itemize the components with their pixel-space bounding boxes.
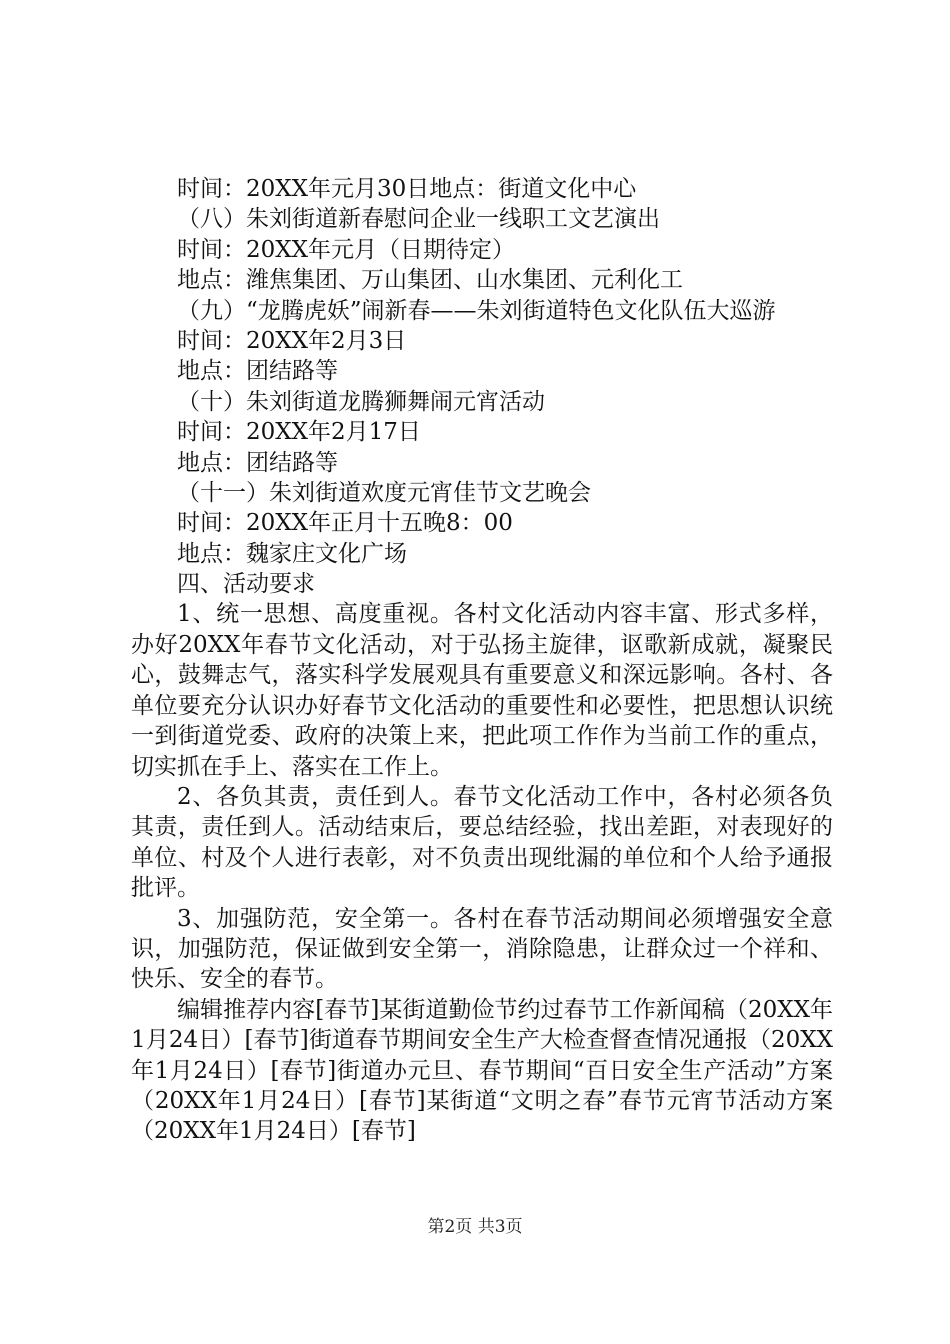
text-line: 地点：潍焦集团、万山集团、山水集团、元利化工: [177, 267, 683, 294]
text-line: 地点：魏家庄文化广场: [177, 540, 407, 567]
section-heading: 四、活动要求: [177, 571, 315, 598]
text-line: 地点：团结路等: [177, 358, 338, 385]
text-line: 时间：20XX年2月3日: [177, 327, 407, 354]
text-line: 时间：20XX年元月（日期待定）: [177, 236, 516, 263]
recommended-content: 编辑推荐内容[春节]某街道勤俭节约过春节工作新闻稿（20XX年1月24日）[春节]街道春节期间安全生产大检查督查情况通报（20XX年1月24日）[春节]街道办元旦、春节期间“百日安全生产活动”方案（20XX年1月24日）[春节]某街道“文明之春”春节元宵节活动方案（20XX年1月24日）[春节]: [131, 996, 833, 1145]
section-heading: （十）朱刘街道龙腾狮舞闹元宵活动: [177, 388, 545, 415]
section-heading: （八）朱刘街道新春慰问企业一线职工文艺演出: [177, 206, 660, 233]
section-heading: （九）“龙腾虎妖”闹新春——朱刘街道特色文化队伍大巡游: [177, 297, 776, 324]
paragraph: 3、加强防范，安全第一。各村在春节活动期间必须增强安全意识，加强防范，保证做到安全第一，消除隐患，让群众过一个祥和、快乐、安全的春节。: [131, 905, 833, 993]
text-line: 时间：20XX年2月17日: [177, 419, 421, 446]
section-heading: （十一）朱刘街道欢度元宵佳节文艺晚会: [177, 479, 591, 506]
document-body: [131, 174, 833, 1147]
page-footer: 第2页 共3页: [427, 1217, 523, 1237]
text-line: 地点：团结路等: [177, 449, 338, 476]
text-line: 时间：20XX年元月30日地点：街道文化中心: [177, 176, 637, 202]
text-line: 时间：20XX年正月十五晚8：00: [177, 510, 513, 537]
paragraph: 2、各负其责，责任到人。春节文化活动工作中，各村必须各负其责，责任到人。活动结束后，要总结经验，找出差距，对表现好的单位、村及个人进行表彰，对不负责出现纰漏的单位和个人给予通报批评。: [131, 783, 833, 902]
paragraph: 1、统一思想、高度重视。各村文化活动内容丰富、形式多样，办好20XX年春节文化活动，对于弘扬主旋律，讴歌新成就，凝聚民心，鼓舞志气，落实科学发展观具有重要意义和深远影响。各村、各单位要充分认识办好春节文化活动的重要性和必要性，把思想认识统一到街道党委、政府的决策上来，把此项工作作为当前工作的重点，切实抓在手上、落实在工作上。: [131, 601, 833, 780]
